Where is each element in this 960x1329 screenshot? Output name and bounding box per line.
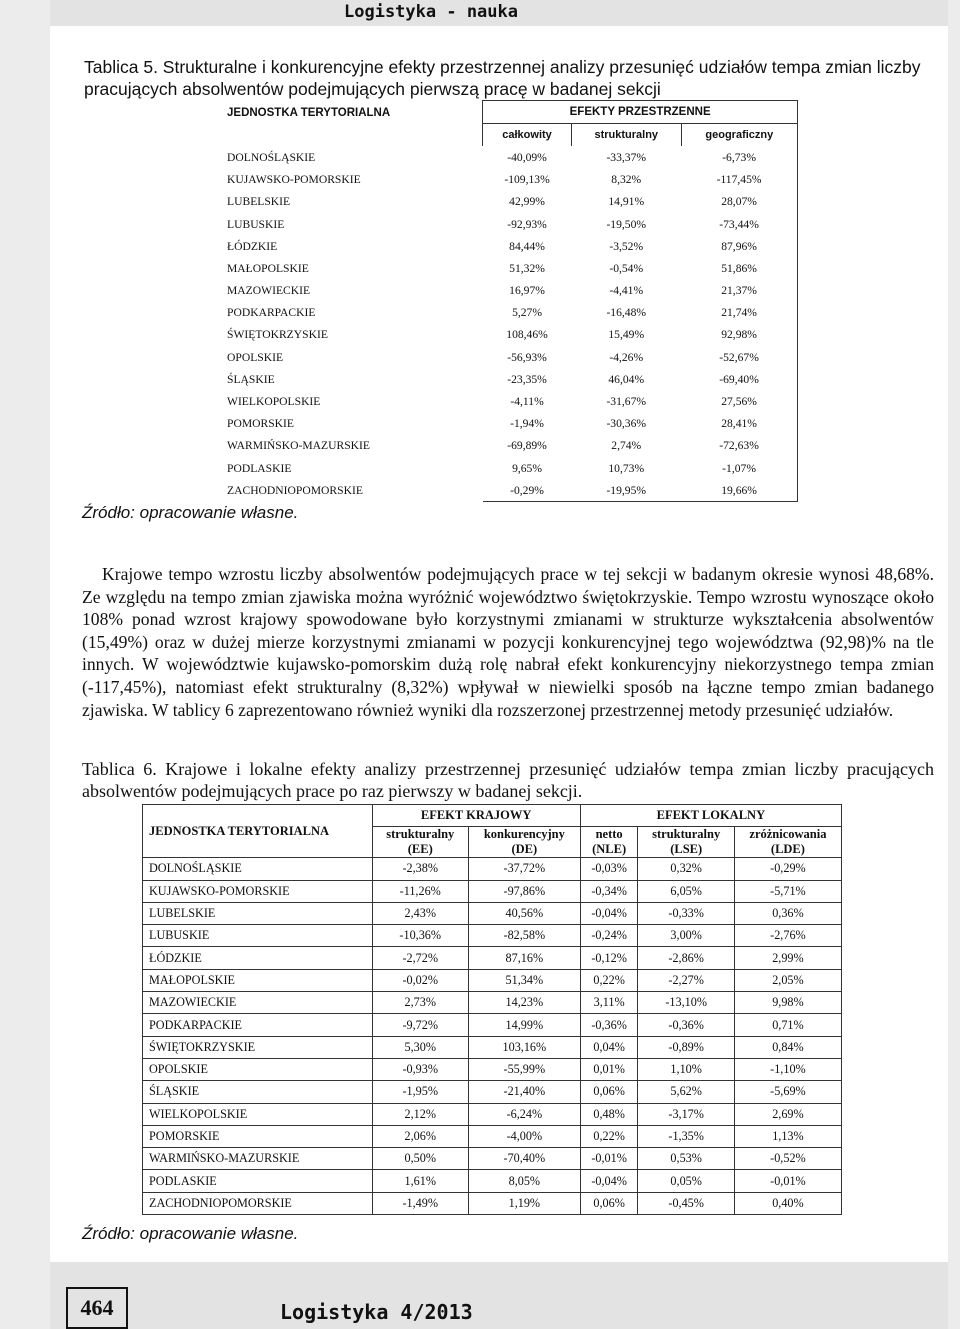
value-cell: -52,67%: [681, 346, 797, 368]
table1-col-unit: JEDNOSTKA TERYTORIALNA: [227, 106, 391, 119]
value-cell: -5,71%: [734, 880, 841, 902]
value-cell: -0,24%: [580, 925, 638, 947]
region-name: PODLASKIE: [227, 461, 292, 475]
table2-source: Źródło: opracowanie własne.: [82, 1224, 299, 1243]
value-cell: 0,22%: [580, 1125, 638, 1147]
value-cell: 14,23%: [468, 992, 580, 1014]
body-paragraph: [82, 563, 934, 721]
value-cell: -0,29%: [734, 858, 841, 880]
header-band: [50, 0, 948, 26]
value-cell: -0,36%: [580, 1014, 638, 1036]
value-cell: 84,44%: [509, 239, 545, 253]
value-cell: -3,52%: [609, 239, 644, 253]
value-cell: 51,86%: [681, 257, 797, 279]
value-cell: 5,62%: [638, 1081, 734, 1103]
value-cell: -0,54%: [609, 261, 644, 275]
value-cell: 103,16%: [468, 1036, 580, 1058]
table-row: [223, 235, 798, 257]
value-cell: -6,73%: [681, 146, 797, 168]
table2-group-local: EFEKT LOKALNY: [580, 805, 841, 827]
table-row: [143, 1081, 842, 1103]
value-cell: 9,65%: [512, 461, 543, 475]
value-cell: -55,99%: [468, 1058, 580, 1080]
region-name: PODKARPACKIE: [143, 1014, 373, 1036]
value-cell: 15,49%: [608, 328, 645, 342]
journal-title: Logistyka - nauka: [344, 2, 518, 22]
value-cell: 87,16%: [468, 947, 580, 969]
region-name: KUJAWSKO-POMORSKIE: [227, 173, 361, 187]
left-margin-band: [0, 0, 50, 1329]
value-cell: -0,01%: [580, 1148, 638, 1170]
value-cell: 27,56%: [681, 390, 797, 412]
table-row: [223, 280, 798, 302]
value-cell: -117,45%: [681, 169, 797, 191]
table-row: [223, 457, 798, 479]
table2-col-lde: zróżnicowania (LDE): [734, 827, 841, 858]
value-cell: -0,29%: [483, 479, 572, 502]
table-row: [223, 368, 798, 390]
value-cell: 0,05%: [638, 1170, 734, 1192]
region-name: MAZOWIECKIE: [143, 992, 373, 1014]
value-cell: -0,02%: [372, 969, 468, 991]
value-cell: -72,63%: [681, 435, 797, 457]
region-name: WIELKOPOLSKIE: [143, 1103, 373, 1125]
value-cell: 0,04%: [580, 1036, 638, 1058]
value-cell: -19,50%: [606, 217, 647, 231]
table-row: [143, 858, 842, 880]
value-cell: 2,43%: [372, 902, 468, 924]
table-row: [143, 1192, 842, 1214]
value-cell: 21,37%: [681, 280, 797, 302]
value-cell: -0,93%: [372, 1058, 468, 1080]
value-cell: 2,73%: [372, 992, 468, 1014]
value-cell: -1,35%: [638, 1125, 734, 1147]
value-cell: -1,07%: [681, 457, 797, 479]
region-name: POMORSKIE: [227, 417, 294, 431]
value-cell: -40,09%: [507, 150, 547, 164]
region-name: POMORSKIE: [143, 1125, 373, 1147]
value-cell: -2,27%: [638, 969, 734, 991]
value-cell: -73,44%: [681, 213, 797, 235]
value-cell: -2,86%: [638, 947, 734, 969]
region-name: MAZOWIECKIE: [227, 284, 311, 298]
value-cell: -0,12%: [580, 947, 638, 969]
value-cell: -2,72%: [372, 947, 468, 969]
value-cell: 42,99%: [509, 195, 545, 209]
table2-col-unit: JEDNOSTKA TERYTORIALNA: [143, 805, 373, 858]
value-cell: 3,00%: [638, 925, 734, 947]
region-name: ŁÓDZKIE: [227, 239, 278, 253]
region-name: LUBUSKIE: [143, 925, 373, 947]
table2-col-nle: netto (NLE): [580, 827, 638, 858]
value-cell: -0,04%: [580, 902, 638, 924]
table-row: [143, 1058, 842, 1080]
value-cell: -0,34%: [580, 880, 638, 902]
value-cell: 9,98%: [734, 992, 841, 1014]
value-cell: -9,72%: [372, 1014, 468, 1036]
value-cell: -21,40%: [468, 1081, 580, 1103]
value-cell: -0,01%: [734, 1170, 841, 1192]
region-name: ŚWIĘTOKRZYSKIE: [227, 328, 328, 342]
region-name: WARMIŃSKO-MAZURSKIE: [227, 439, 370, 453]
region-name: DOLNOŚLĄSKIE: [227, 150, 316, 164]
region-name: LUBELSKIE: [227, 195, 291, 209]
value-cell: 21,74%: [681, 302, 797, 324]
value-cell: 0,71%: [734, 1014, 841, 1036]
value-cell: 0,40%: [734, 1192, 841, 1214]
table-row: [143, 1170, 842, 1192]
value-cell: 28,41%: [681, 413, 797, 435]
table-row: [223, 479, 798, 502]
table-row: [143, 880, 842, 902]
value-cell: 0,01%: [580, 1058, 638, 1080]
value-cell: 8,32%: [611, 173, 642, 187]
value-cell: 0,50%: [372, 1148, 468, 1170]
region-name: ŚWIĘTOKRZYSKIE: [143, 1036, 373, 1058]
value-cell: 2,74%: [611, 439, 642, 453]
value-cell: -69,40%: [681, 368, 797, 390]
journal-issue: Logistyka 4/2013: [280, 1300, 473, 1324]
region-name: ŁÓDZKIE: [143, 947, 373, 969]
value-cell: -37,72%: [468, 858, 580, 880]
table-row: [143, 925, 842, 947]
value-cell: 0,84%: [734, 1036, 841, 1058]
region-name: PODLASKIE: [143, 1170, 373, 1192]
value-cell: -11,26%: [372, 880, 468, 902]
value-cell: -109,13%: [504, 173, 550, 187]
value-cell: -1,10%: [734, 1058, 841, 1080]
value-cell: -0,03%: [580, 858, 638, 880]
value-cell: -0,33%: [638, 902, 734, 924]
region-name: MAŁOPOLSKIE: [143, 969, 373, 991]
table2-group-national: EFEKT KRAJOWY: [372, 805, 580, 827]
table2: [142, 804, 842, 1215]
table1: [223, 100, 798, 502]
value-cell: 46,04%: [608, 372, 645, 386]
region-name: DOLNOŚLĄSKIE: [143, 858, 373, 880]
region-name: ZACHODNIOPOMORSKIE: [143, 1192, 373, 1214]
region-name: ŚLĄSKIE: [227, 372, 275, 386]
table2-col-de: konkurencyjny (DE): [468, 827, 580, 858]
region-name: OPOLSKIE: [227, 350, 284, 364]
value-cell: -1,95%: [372, 1081, 468, 1103]
value-cell: 87,96%: [681, 235, 797, 257]
value-cell: -0,36%: [638, 1014, 734, 1036]
value-cell: -4,26%: [609, 350, 644, 364]
region-name: ŚLĄSKIE: [143, 1081, 373, 1103]
value-cell: -1,49%: [372, 1192, 468, 1214]
table2-col-lse: strukturalny (LSE): [638, 827, 734, 858]
value-cell: 0,53%: [638, 1148, 734, 1170]
value-cell: -4,11%: [510, 395, 544, 409]
region-name: KUJAWSKO-POMORSKIE: [143, 880, 373, 902]
body-paragraph-text: Krajowe tempo wzrostu liczby absolwentów podejmujących prace w tej sekcji w badanym okresie wynosi 48,68%. Ze względu na tempo zmian zjawiska można wyróżnić województwo świętokrzyskie. Tempo wzrostu wynoszące około 108% ponad wzrost krajowy spowodowane było korzystnymi zmianami w strukturze wykształcenia absolwentów (15,49%) oraz w dużej mierze korzystnymi zmianami w pozycji konkurencyjnej tego województwa (92,98)% na tle innych. W województwie kujawsko-pomorskim dużą rolę nabrał efekt konkurencyjny niekorzystnego tempa zmian (-117,45%), natomiast efekt strukturalny (8,32%) wpływał w niewielki sposób na łączne tempo zmian badanego zjawiska. W tablicy 6 zaprezentowano również wyniki dla rozszerzonej przestrzennej metody przesunięć udziałów.: [82, 564, 934, 720]
table-row: [143, 1148, 842, 1170]
value-cell: -0,04%: [580, 1170, 638, 1192]
value-cell: -2,76%: [734, 925, 841, 947]
table-row: [143, 947, 842, 969]
value-cell: 5,30%: [372, 1036, 468, 1058]
value-cell: 2,05%: [734, 969, 841, 991]
value-cell: 1,19%: [468, 1192, 580, 1214]
table-row: [143, 969, 842, 991]
value-cell: 6,05%: [638, 880, 734, 902]
region-name: OPOLSKIE: [143, 1058, 373, 1080]
table-row: [223, 191, 798, 213]
value-cell: -92,93%: [507, 217, 547, 231]
right-margin-band: [948, 0, 960, 1329]
value-cell: 0,06%: [580, 1081, 638, 1103]
value-cell: -56,93%: [507, 350, 547, 364]
value-cell: 3,11%: [580, 992, 638, 1014]
table-row: [223, 324, 798, 346]
value-cell: 40,56%: [468, 902, 580, 924]
table-row: [223, 435, 798, 457]
value-cell: 1,13%: [734, 1125, 841, 1147]
value-cell: 51,34%: [468, 969, 580, 991]
table-row: [143, 1036, 842, 1058]
value-cell: 51,32%: [509, 261, 545, 275]
value-cell: -13,10%: [638, 992, 734, 1014]
table1-source: Źródło: opracowanie własne.: [82, 503, 299, 522]
value-cell: -3,17%: [638, 1103, 734, 1125]
value-cell: 0,22%: [580, 969, 638, 991]
value-cell: -4,00%: [468, 1125, 580, 1147]
value-cell: -4,41%: [609, 284, 644, 298]
value-cell: 5,27%: [512, 306, 543, 320]
table-row: [143, 1103, 842, 1125]
value-cell: 2,06%: [372, 1125, 468, 1147]
table2-col-ee: strukturalny (EE): [372, 827, 468, 858]
table-row: [223, 257, 798, 279]
value-cell: 0,36%: [734, 902, 841, 924]
table-row: [223, 390, 798, 412]
value-cell: -70,40%: [468, 1148, 580, 1170]
value-cell: -69,89%: [507, 439, 547, 453]
value-cell: 0,32%: [638, 858, 734, 880]
region-name: MAŁOPOLSKIE: [227, 261, 309, 275]
value-cell: -6,24%: [468, 1103, 580, 1125]
table-row: [223, 169, 798, 191]
table2-body: [143, 858, 842, 1215]
value-cell: 0,48%: [580, 1103, 638, 1125]
value-cell: -33,37%: [606, 150, 647, 164]
value-cell: 0,06%: [580, 1192, 638, 1214]
table1-col-total: całkowity: [483, 124, 572, 147]
value-cell: -2,38%: [372, 858, 468, 880]
table1-col-struct: strukturalny: [571, 124, 681, 147]
table-row: [143, 1125, 842, 1147]
value-cell: -23,35%: [507, 372, 547, 386]
region-name: PODKARPACKIE: [227, 306, 316, 320]
value-cell: -0,52%: [734, 1148, 841, 1170]
table-row: [223, 346, 798, 368]
value-cell: -30,36%: [606, 417, 647, 431]
value-cell: -5,69%: [734, 1081, 841, 1103]
table1-caption: Tablica 5. Strukturalne i konkurencyjne efekty przestrzennej analizy przesunięć udziałów tempa zmian liczby pracujących absolwentów podejmujących pierwszą pracę w badanej sekcji: [84, 57, 921, 99]
value-cell: -82,58%: [468, 925, 580, 947]
table-row: [223, 213, 798, 235]
table1-col-geo: geograficzny: [681, 124, 797, 147]
value-cell: -31,67%: [606, 395, 647, 409]
value-cell: 92,98%: [681, 324, 797, 346]
value-cell: 14,99%: [468, 1014, 580, 1036]
value-cell: 108,46%: [506, 328, 548, 342]
footer-band: [50, 1262, 948, 1329]
page-number: 464: [66, 1287, 128, 1329]
region-name: WIELKOPOLSKIE: [227, 395, 321, 409]
table-row: [143, 992, 842, 1014]
table-row: [223, 302, 798, 324]
table-row: [143, 902, 842, 924]
value-cell: 8,05%: [468, 1170, 580, 1192]
value-cell: 1,10%: [638, 1058, 734, 1080]
value-cell: -10,36%: [372, 925, 468, 947]
region-name: ZACHODNIOPOMORSKIE: [227, 484, 363, 498]
table1-col-group: EFEKTY PRZESTRZENNE: [483, 101, 798, 124]
value-cell: 14,91%: [608, 195, 645, 209]
value-cell: -16,48%: [606, 306, 647, 320]
table-row: [143, 1014, 842, 1036]
value-cell: -1,94%: [510, 417, 544, 431]
value-cell: 19,66%: [681, 479, 797, 502]
value-cell: 10,73%: [608, 461, 645, 475]
region-name: WARMIŃSKO-MAZURSKIE: [143, 1148, 373, 1170]
value-cell: -19,95%: [571, 479, 681, 502]
value-cell: 2,12%: [372, 1103, 468, 1125]
table1-body: [223, 146, 798, 502]
table-row: [223, 413, 798, 435]
value-cell: 28,07%: [681, 191, 797, 213]
value-cell: -97,86%: [468, 880, 580, 902]
value-cell: 2,69%: [734, 1103, 841, 1125]
region-name: LUBUSKIE: [227, 217, 285, 231]
value-cell: 2,99%: [734, 947, 841, 969]
value-cell: -0,45%: [638, 1192, 734, 1214]
value-cell: 16,97%: [509, 284, 545, 298]
value-cell: 1,61%: [372, 1170, 468, 1192]
value-cell: -0,89%: [638, 1036, 734, 1058]
region-name: LUBELSKIE: [143, 902, 373, 924]
table2-caption: Tablica 6. Krajowe i lokalne efekty analizy przestrzennej przesunięć udziałów tempa zmian liczby pracujących absolwentów podejmujących prace po raz pierwszy w badanej sekcji.: [82, 759, 934, 801]
table-row: [223, 146, 798, 168]
